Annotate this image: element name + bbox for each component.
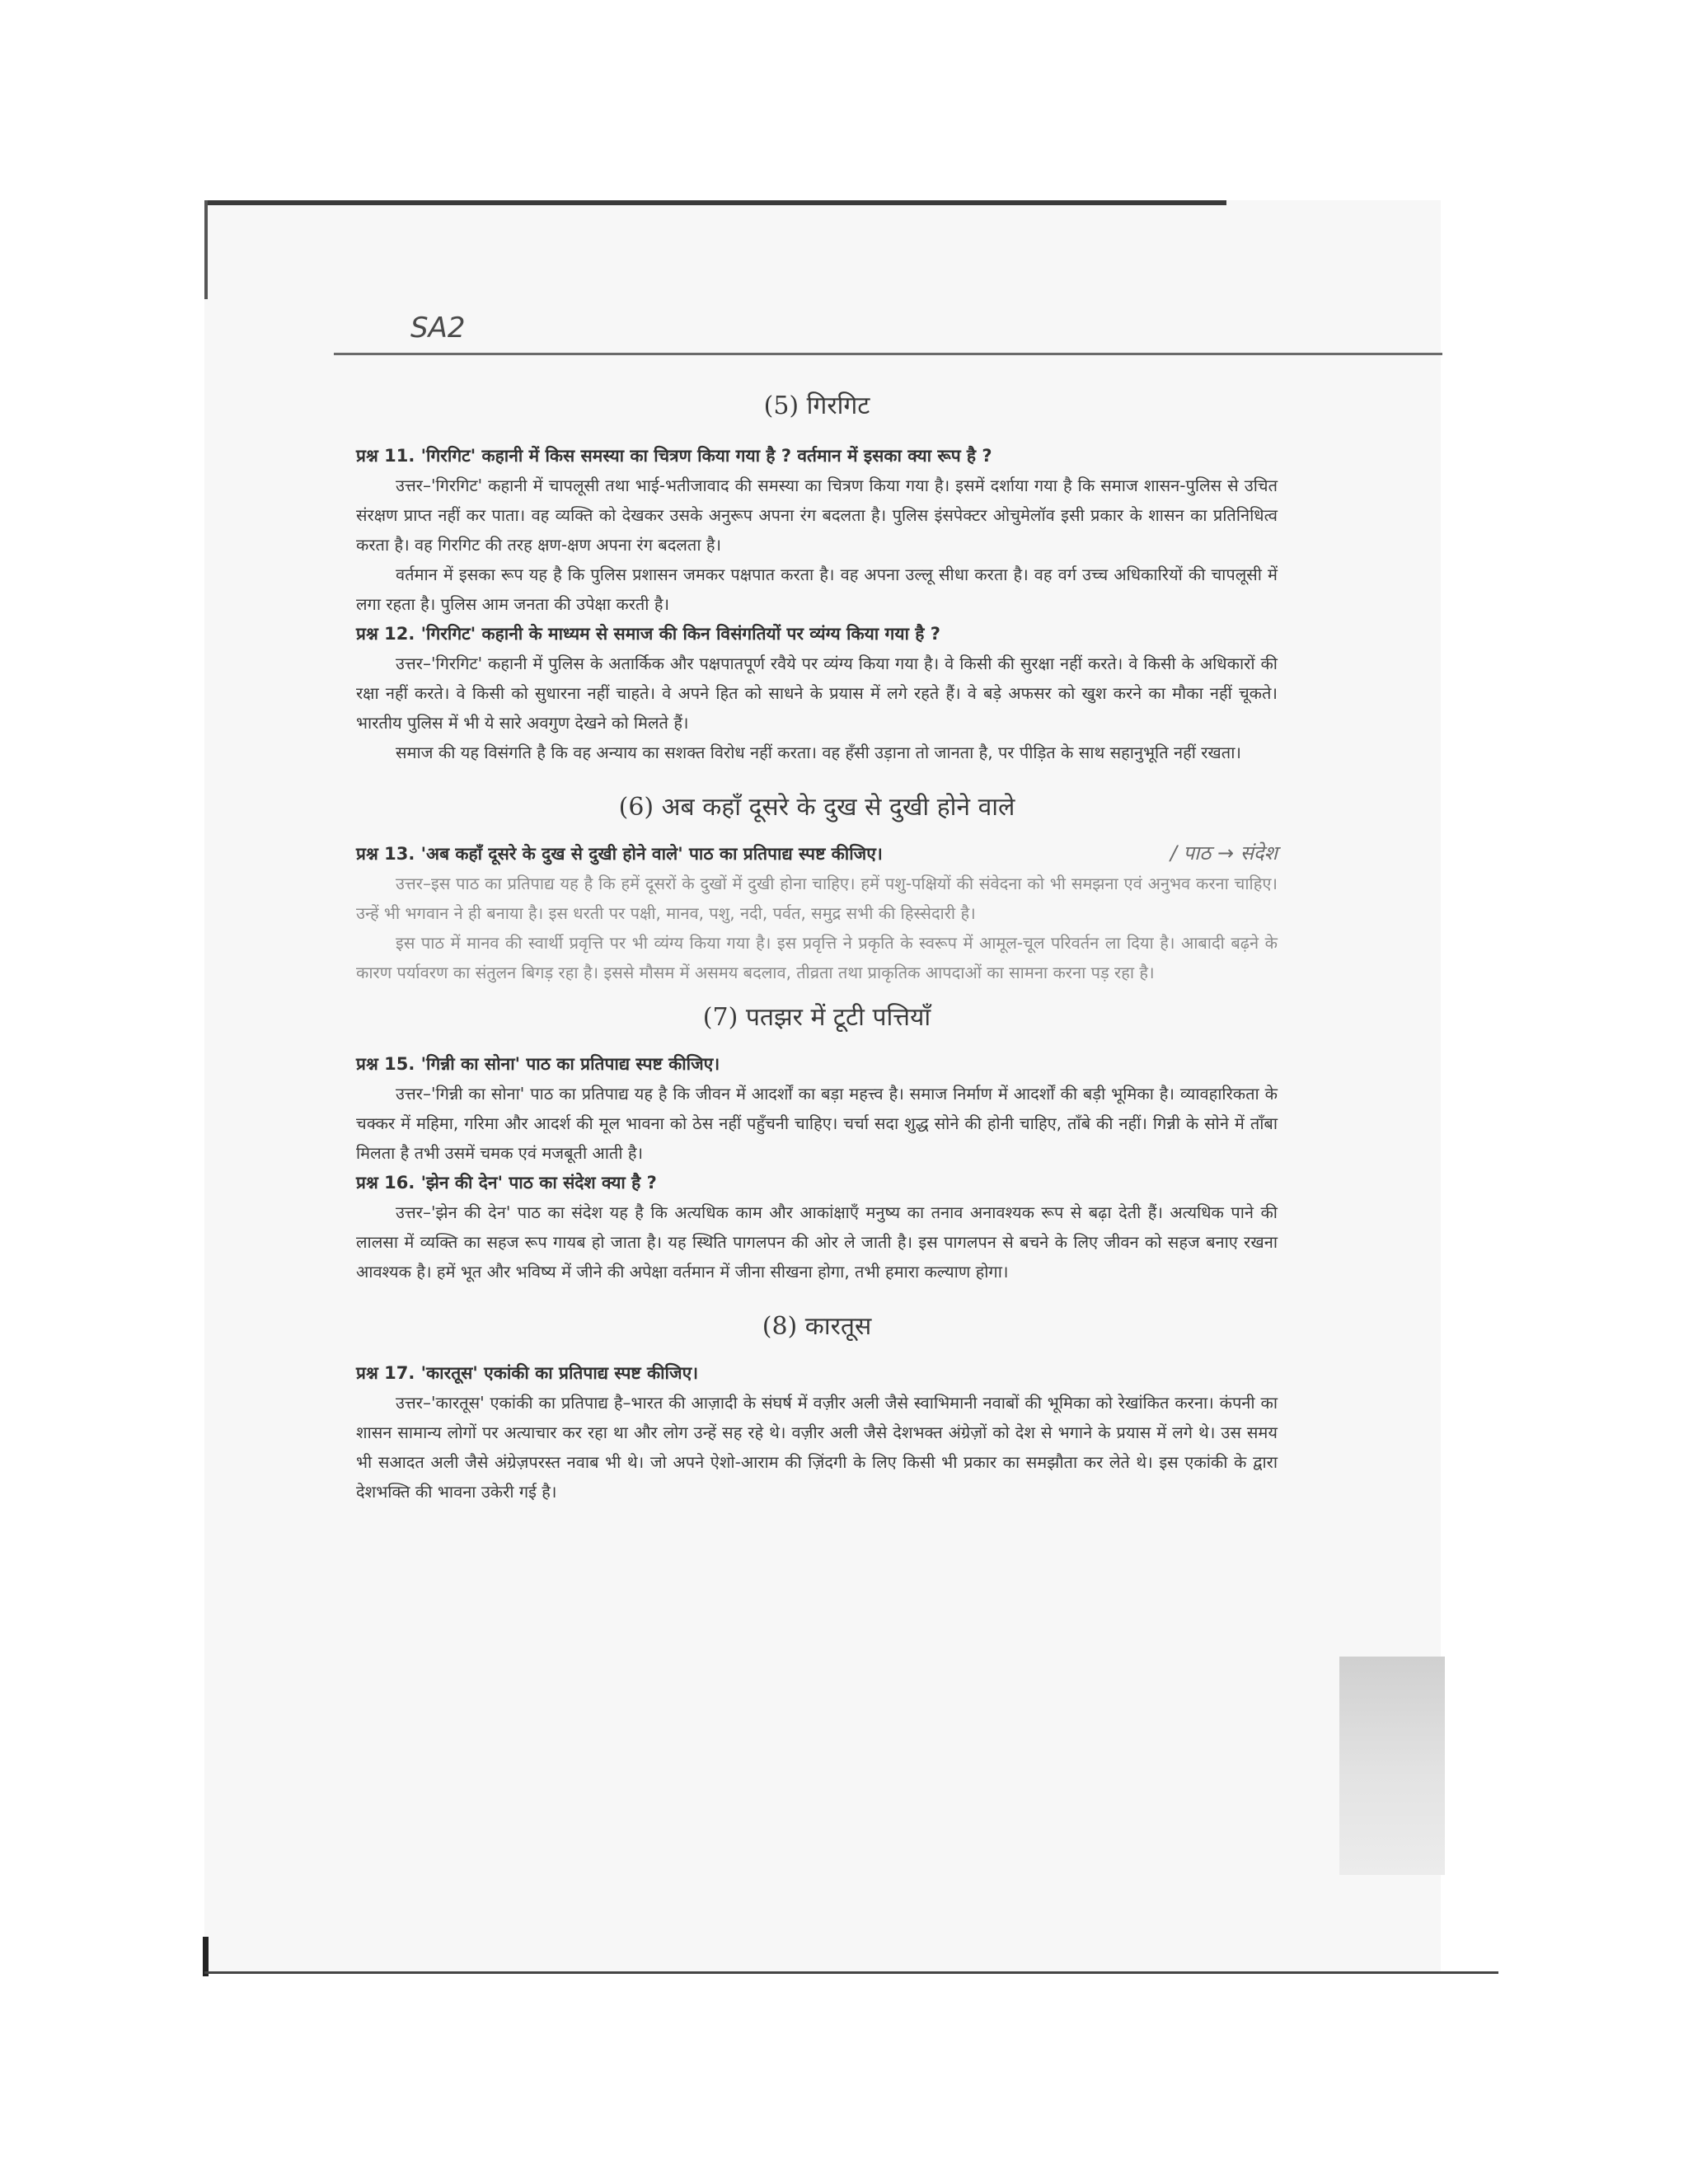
answer-11-para-1: उत्तर–'गिरगिट' कहानी में चापलूसी तथा भाई-भतीजावाद की समस्या का चित्रण किया गया है। इसमें दर्शाया गया है कि समाज शासन-पुलिस से उचित संरक्षण प्राप्त नहीं कर पाता। वह व्यक्ति को देखकर उसके अनुरूप अपना रंग बदलता है। पुलिस इंसपेक्टर ओचुमेलॉव इसी प्रकार के शासन का प्रतिनिधित्व करता है। वह गिरगिट की तरह क्षण-क्षण अपना रंग बदलता है। <box>356 476 1278 555</box>
answer-11-para-2: वर्तमान में इसका रूप यह है कि पुलिस प्रशासन जमकर पक्षपात करता है। वह अपना उल्लू सीधा करता है। वह वर्ग उच्च अधिकारियों की चापलूसी में लगा रहता है। पुलिस आम जनता की उपेक्षा करती है। <box>356 565 1278 614</box>
answer-13-para-2: इस पाठ में मानव की स्वार्थी प्रवृत्ति पर भी व्यंग्य किया गया है। इस प्रवृत्ति ने प्रकृति के स्वरूप में आमूल-चूल परिवर्तन ला दिया है। आबादी बढ़ने के कारण पर्यावरण का संतुलन बिगड़ रहा है। इससे मौसम में असमय बदलाव, तीव्रता तथा प्राकृतिक आपदाओं का सामना करना पड़ रहा है। <box>356 933 1278 982</box>
sheet-top-edge <box>204 200 1226 205</box>
sheet-left-edge <box>204 200 208 299</box>
answer-17: उत्तर–'कारतूस' एकांकी का प्रतिपाद्य है–भारत की आज़ादी के संघर्ष में वज़ीर अली जैसे स्वाभिमानी नवाबों की भूमिका को रेखांकित करना। कंपनी का शासन सामान्य लोगों पर अत्याचार कर रहा था और लोग उन्हें सह रहे थे। वज़ीर अली जैसे देशभक्त अंग्रेज़ों को देश से भगाने के प्रयास में लगे थे। उस समय भी सआदत अली जैसे अंग्रेज़परस्त नवाब भी थे। जो अपने ऐशो-आराम की ज़िंदगी के लिए किसी भी प्रकार का समझौता कर लेते थे। इस एकांकी के द्वारा देशभक्ति की भावना उकेरी गई है। <box>356 1393 1278 1502</box>
section-heading-kartoos: (8) कारतूस <box>762 1312 872 1341</box>
section-heading-ab-kahan: (6) अब कहाँ दूसरे के दुख से दुखी होने वाले <box>618 793 1015 822</box>
section-heading-patjhar: (7) पतझर में टूटी पत्तियाँ <box>702 1003 931 1032</box>
question-11: प्रश्न 11. 'गिरगिट' कहानी में किस समस्या का चित्रण किया गया है ? वर्तमान में इसका क्या रूप है ? <box>356 446 992 466</box>
sheet-corner-mark <box>203 1937 209 1976</box>
answer-12-para-1: उत्तर–'गिरगिट' कहानी में पुलिस के अतार्किक और पक्षपातपूर्ण रवैये पर व्यंग्य किया गया है। वे किसी की सुरक्षा नहीं करते। वे किसी के अधिकारों की रक्षा नहीं करते। वे किसी को सुधारना नहीं चाहते। वे अपने हित को साधने के प्रयास में लगे रहते हैं। वे बड़े अफसर को खुश करने का मौका नहीं चूकते। भारतीय पुलिस में भी ये सारे अवगुण देखने को मिलते हैं। <box>356 654 1278 733</box>
sheet-bottom-edge <box>204 1971 1498 1974</box>
section-heading-girgit: (5) गिरगिट <box>763 391 870 420</box>
answer-16: उत्तर–'झेन की देन' पाठ का संदेश यह है कि अत्यधिक काम और आकांक्षाएँ मनुष्य का तनाव अनावश्यक रूप से बढ़ा देती हैं। अत्यधिक पाने की लालसा में व्यक्ति का सहज रूप गायब हो जाता है। यह स्थिति पागलपन की ओर ले जाती है। इस पागलपन से बचने के लिए जीवन को सहज बनाए रखना आवश्यक है। हमें भूत और भविष्य में जीने की अपेक्षा वर्तमान में जीना सीखना होगा, तभी हमारा कल्याण होगा। <box>356 1202 1278 1282</box>
question-15: प्रश्न 15. 'गिन्नी का सोना' पाठ का प्रतिपाद्य स्पष्ट कीजिए। <box>356 1054 720 1074</box>
question-16: प्रश्न 16. 'झेन की देन' पाठ का संदेश क्या है ? <box>356 1173 657 1193</box>
question-12: प्रश्न 12. 'गिरगिट' कहानी के माध्यम से समाज की किन विसंगतियों पर व्यंग्य किया गया है ? <box>356 624 940 644</box>
scan-shadow <box>1339 1657 1445 1875</box>
answer-12-para-2: समाज की यह विसंगति है कि वह अन्याय का सशक्त विरोध नहीं करता। वह हँसी उड़ाना तो जानता है, पर पीड़ित के साथ सहानुभूति नहीं रखता। <box>396 743 1241 762</box>
question-13: प्रश्न 13. 'अब कहाँ दूसरे के दुख से दुखी होने वाले' पाठ का प्रतिपाद्य स्पष्ट कीजिए। <box>356 844 883 864</box>
header-rule <box>334 353 1442 355</box>
handwritten-sa2-note: SA2 <box>410 312 466 344</box>
question-17: प्रश्न 17. 'कारतूस' एकांकी का प्रतिपाद्य स्पष्ट कीजिए। <box>356 1363 699 1383</box>
document-body <box>356 387 1278 1507</box>
answer-13-para-1: उत्तर–इस पाठ का प्रतिपाद्य यह है कि हमें दूसरों के दुखों में दुखी होना चाहिए। हमें पशु-पक्षियों की संवेदना को भी समझना एवं अनुभव करना चाहिए। उन्हें भी भगवान ने ही बनाया है। इस धरती पर पक्षी, मानव, पशु, नदी, पर्वत, समुद्र सभी की हिस्सेदारी है। <box>356 874 1278 923</box>
handwritten-annotation: / पाठ → संदेश <box>1170 841 1278 865</box>
answer-15: उत्तर–'गिन्नी का सोना' पाठ का प्रतिपाद्य यह है कि जीवन में आदर्शों का बड़ा महत्त्व है। समाज निर्माण में आदर्शों की बड़ी भूमिका है। व्यावहारिकता के चक्कर में महिमा, गरिमा और आदर्श की मूल भावना को ठेस नहीं पहुँचनी चाहिए। चर्चा सदा शुद्ध सोने की होनी चाहिए, ताँबे की नहीं। गिन्नी के सोने में ताँबा मिलता है तभी उसमें चमक एवं मजबूती आती है। <box>356 1084 1278 1163</box>
